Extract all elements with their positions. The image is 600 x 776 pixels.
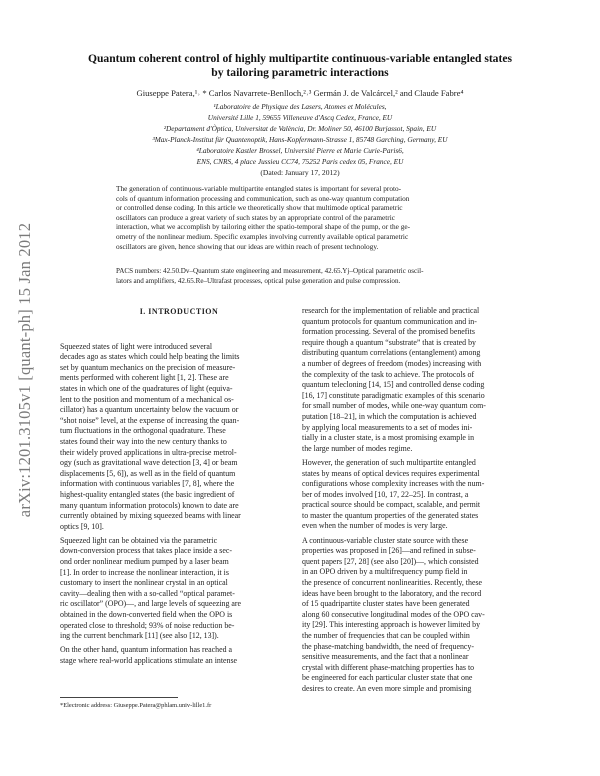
affiliation-line: Université Lille 1, 59655 Villeneuve d'Ascq Cedex, France, EU	[207, 113, 393, 122]
left-column-body	[60, 342, 298, 667]
body-text-line: require though a quantum “substrate” that is created by	[302, 337, 476, 347]
body-text-line: the complexity of the task to achieve. The protocols of	[302, 369, 475, 379]
body-text-line: crystal with different phase-matching properties has to	[302, 662, 475, 672]
body-text-line: in an OPO driven by a multifrequency pump field in	[302, 567, 468, 577]
body-text-line: desires to create. An even more simple and promising	[302, 683, 472, 693]
body-text-line: obtained in the down-converted field when the OPO is	[60, 610, 233, 620]
body-text-line: formation processing. Several of the promised benefits	[302, 327, 475, 337]
title-line: by tailoring parametric interactions	[211, 66, 389, 79]
body-text-line: ogy (such as gravitational wave detection [3, 4] or beam	[60, 458, 238, 468]
body-text-line: cavity—dealing then with a so-called “optical paramet-	[60, 588, 235, 598]
body-text-line: of 15 quadripartite cluster states have been generated	[302, 599, 470, 609]
paper-title	[60, 52, 540, 80]
body-text-line: highest-quality entangled states (the basic ingredient of	[60, 489, 235, 499]
body-text-line: to master the quantum properties of the generated states	[302, 510, 479, 520]
body-text-line: operated close to threshold; 93% of noise reduction be-	[60, 620, 235, 630]
body-text-line: quent papers [27, 28] (see also [20])—, which consisted	[302, 556, 479, 566]
author-list: Giuseppe Patera,¹˒ * Carlos Navarrete-Benlloch,²˒³ Germán J. de Valcárcel,² and Claude Fabre⁴	[136, 88, 464, 98]
body-text-line: configurations whose complexity increases with the num-	[302, 479, 485, 489]
body-text-line: quantum telecloning [14, 15] and controlled dense coding	[302, 380, 485, 390]
body-text-line: cillator) has a quantum uncertainty below the vacuum or	[60, 405, 239, 415]
body-text-line: customary to insert the nonlinear crystal in an optical	[60, 578, 228, 588]
body-text-line: along 60 consecutive longitudinal modes of the OPO cav-	[302, 609, 485, 619]
affiliation-line: ²Departament d'Òptica, Universitat de València, Dr. Moliner 50, 46100 Burjassot, Spain, EU	[163, 124, 437, 133]
body-text-line: the number of frequencies that can be coupled within	[302, 631, 470, 640]
affiliation-line: ENS, CNRS, 4 place Jussieu CC74, 75252 Paris cedex 05, France, EU	[196, 157, 404, 166]
abstract-line: or controlled dense coding. In this article we theoretically show that multimode optical parametric	[116, 203, 403, 213]
body-text-line: states by means of optical devices requires experimental	[302, 468, 480, 478]
body-text-line: sensitive measurements, and the fact that a nonlinear	[302, 652, 469, 662]
body-text-line: the large number of modes regime.	[302, 443, 413, 453]
body-text-line: optics [9, 10].	[60, 521, 104, 531]
body-text-line: properties was proposed in [26]—and refined in subse-	[302, 546, 476, 556]
footnote-divider	[60, 697, 178, 698]
body-text-line: distributing quantum correlations (entanglement) among	[302, 348, 481, 358]
abstract	[116, 184, 484, 251]
body-text-line: “shot noise” level, at the expense of increasing the quan-	[60, 415, 240, 425]
body-text-line: down-conversion process that takes place inside a sec-	[60, 546, 232, 556]
body-text-line: Squeezed states of light were introduced several	[60, 341, 213, 351]
abstract-line: ometry of the nonlinear medium. Specific examples involving currently available optical parametric	[116, 231, 409, 241]
body-text-line: ideas have been brought to the laboratory, and the record	[302, 588, 482, 598]
body-text-line: tially in a cluster state, is a most promising example in	[302, 433, 475, 443]
abstract-line: oscillators are given, hence showing that our ideas are within reach of present technology.	[116, 241, 379, 251]
body-text-line: ond order nonlinear medium pumped by a laser beam	[60, 557, 229, 567]
body-text-line: set by quantum mechanics on the precision of measure-	[60, 362, 236, 372]
footnote: *Electronic address: Giuseppe.Patera@phlam.univ-lille1.fr	[60, 702, 212, 709]
body-text-line: ments performed with coherent light [1, 2]. These are	[60, 373, 229, 383]
affiliation-line: ³Max-Planck-Institut für Quantenoptik, Hans-Kopfermann-Strasse 1, 85748 Garching, Germany, EU	[152, 135, 448, 144]
body-text-line: states in which one of the quadratures of light (equiva-	[60, 383, 233, 393]
body-text-line: a number of degrees of freedom (modes) increasing with	[302, 358, 482, 368]
body-text-line: tum fluctuations in the orthogonal quadrature. These	[60, 426, 226, 436]
right-column-body	[302, 306, 540, 695]
affiliations	[60, 101, 540, 167]
body-text-line: ber of modes involved [10, 17, 22–25]. In contrast, a	[302, 489, 469, 499]
body-text-line: states found their way into the new century thanks to	[60, 436, 227, 446]
abstract-line: interaction, what we accomplish by tailoring either the spatio-temporal shape of the pump, or the ge-	[116, 222, 411, 232]
body-text-line: However, the generation of such multipartite entangled	[302, 457, 476, 467]
body-text-line: stage where real-world applications stimulate an intense	[60, 656, 238, 665]
arxiv-stamp	[14, 170, 36, 570]
body-text-line: many quantum information protocols) known to date are	[60, 500, 239, 510]
left-column	[60, 305, 298, 667]
body-text-line: the phase-matching bandwidth, the need of frequency-	[302, 641, 474, 651]
body-text-line: by applying local measurements to a set of modes ini-	[302, 422, 473, 432]
body-text-line: practical source should be compact, scalable, and permit	[302, 500, 481, 510]
body-text-line: their widely proved applications in ultra-precise metrol-	[60, 447, 237, 457]
body-text-line: quantum protocols for quantum communication and in-	[302, 316, 477, 326]
body-text-line: ity [29]. This interesting approach is however limited by	[302, 620, 481, 630]
title-line: Quantum coherent control of highly multipartite continuous-variable entangled states	[87, 52, 513, 65]
body-text-line: currently obtained by mixing squeezed beams with linear	[60, 511, 241, 521]
body-text-line: displacements [5, 6]), as well as in the field of quantum	[60, 468, 236, 478]
pacs-line: PACS numbers: 42.50.Dv–Quantum state engineering and measurement, 42.65.Yj–Optical parametric oscil-	[116, 267, 424, 275]
body-text-line: [1]. In order to increase the nonlinear interaction, it is	[60, 567, 229, 577]
body-text-line: research for the implementation of reliable and practical	[302, 306, 480, 315]
body-text-line: ric oscillator” (OPO)—, and large levels of squeezing are	[60, 599, 242, 609]
arxiv-stamp-text: arXiv:1201.3105v1 [quant-ph] 15 Jan 2012	[15, 222, 34, 518]
dated-line: (Dated: January 17, 2012)	[260, 168, 340, 177]
body-text-line: decades ago as states which could help beating the limits	[60, 352, 240, 362]
body-text-line: On the other hand, quantum information has reached a	[60, 645, 233, 655]
abstract-line: The generation of continuous-variable multipartite entangled states is important for several proto-	[116, 184, 402, 193]
body-text-line: A continuous-variable cluster state source with these	[302, 535, 469, 545]
pacs-line: lators and amplifiers, 42.65.Re–Ultrafast processes, optical pulse generation and pulse compression.	[116, 277, 401, 285]
body-text-line: lent to the position and momentum of a mechanical os-	[60, 394, 234, 404]
body-text-line: the presence of concurrent nonlinearities. Recently, these	[302, 578, 483, 588]
body-text-line: be engineered for each particular cluster state that one	[302, 673, 473, 683]
pacs-numbers	[116, 266, 484, 286]
body-text-line: information with continuous variables [7, 8], where the	[60, 479, 235, 489]
affiliation-line: ¹Laboratoire de Physique des Lasers, Atomes et Molécules,	[213, 102, 387, 111]
right-column	[302, 306, 540, 695]
body-text-line: for small number of modes, while one-way quantum com-	[302, 401, 486, 411]
section-heading: I. INTRODUCTION	[139, 307, 219, 316]
body-text-line: putation [18–21], in which the computation is achieved	[302, 411, 477, 421]
abstract-line: oscillators can produce a great variety of such states by an appropriate control of the parametric	[116, 212, 395, 222]
affiliation-line: ⁴Laboratoire Kastler Brossel, Université Pierre et Marie Curie-Paris6,	[196, 146, 404, 155]
body-text-line: Squeezed light can be obtained via the parametric	[60, 535, 218, 545]
body-text-line: ing the current benchmark [11] (see also [12, 13]).	[60, 631, 219, 641]
body-text-line: even when the number of modes is very large.	[302, 521, 448, 531]
abstract-line: cols of quantum information processing and communication, such as one-way quantum computation	[116, 193, 410, 203]
body-text-line: [16, 17] constitute paradigmatic examples of this scenario	[302, 390, 485, 400]
